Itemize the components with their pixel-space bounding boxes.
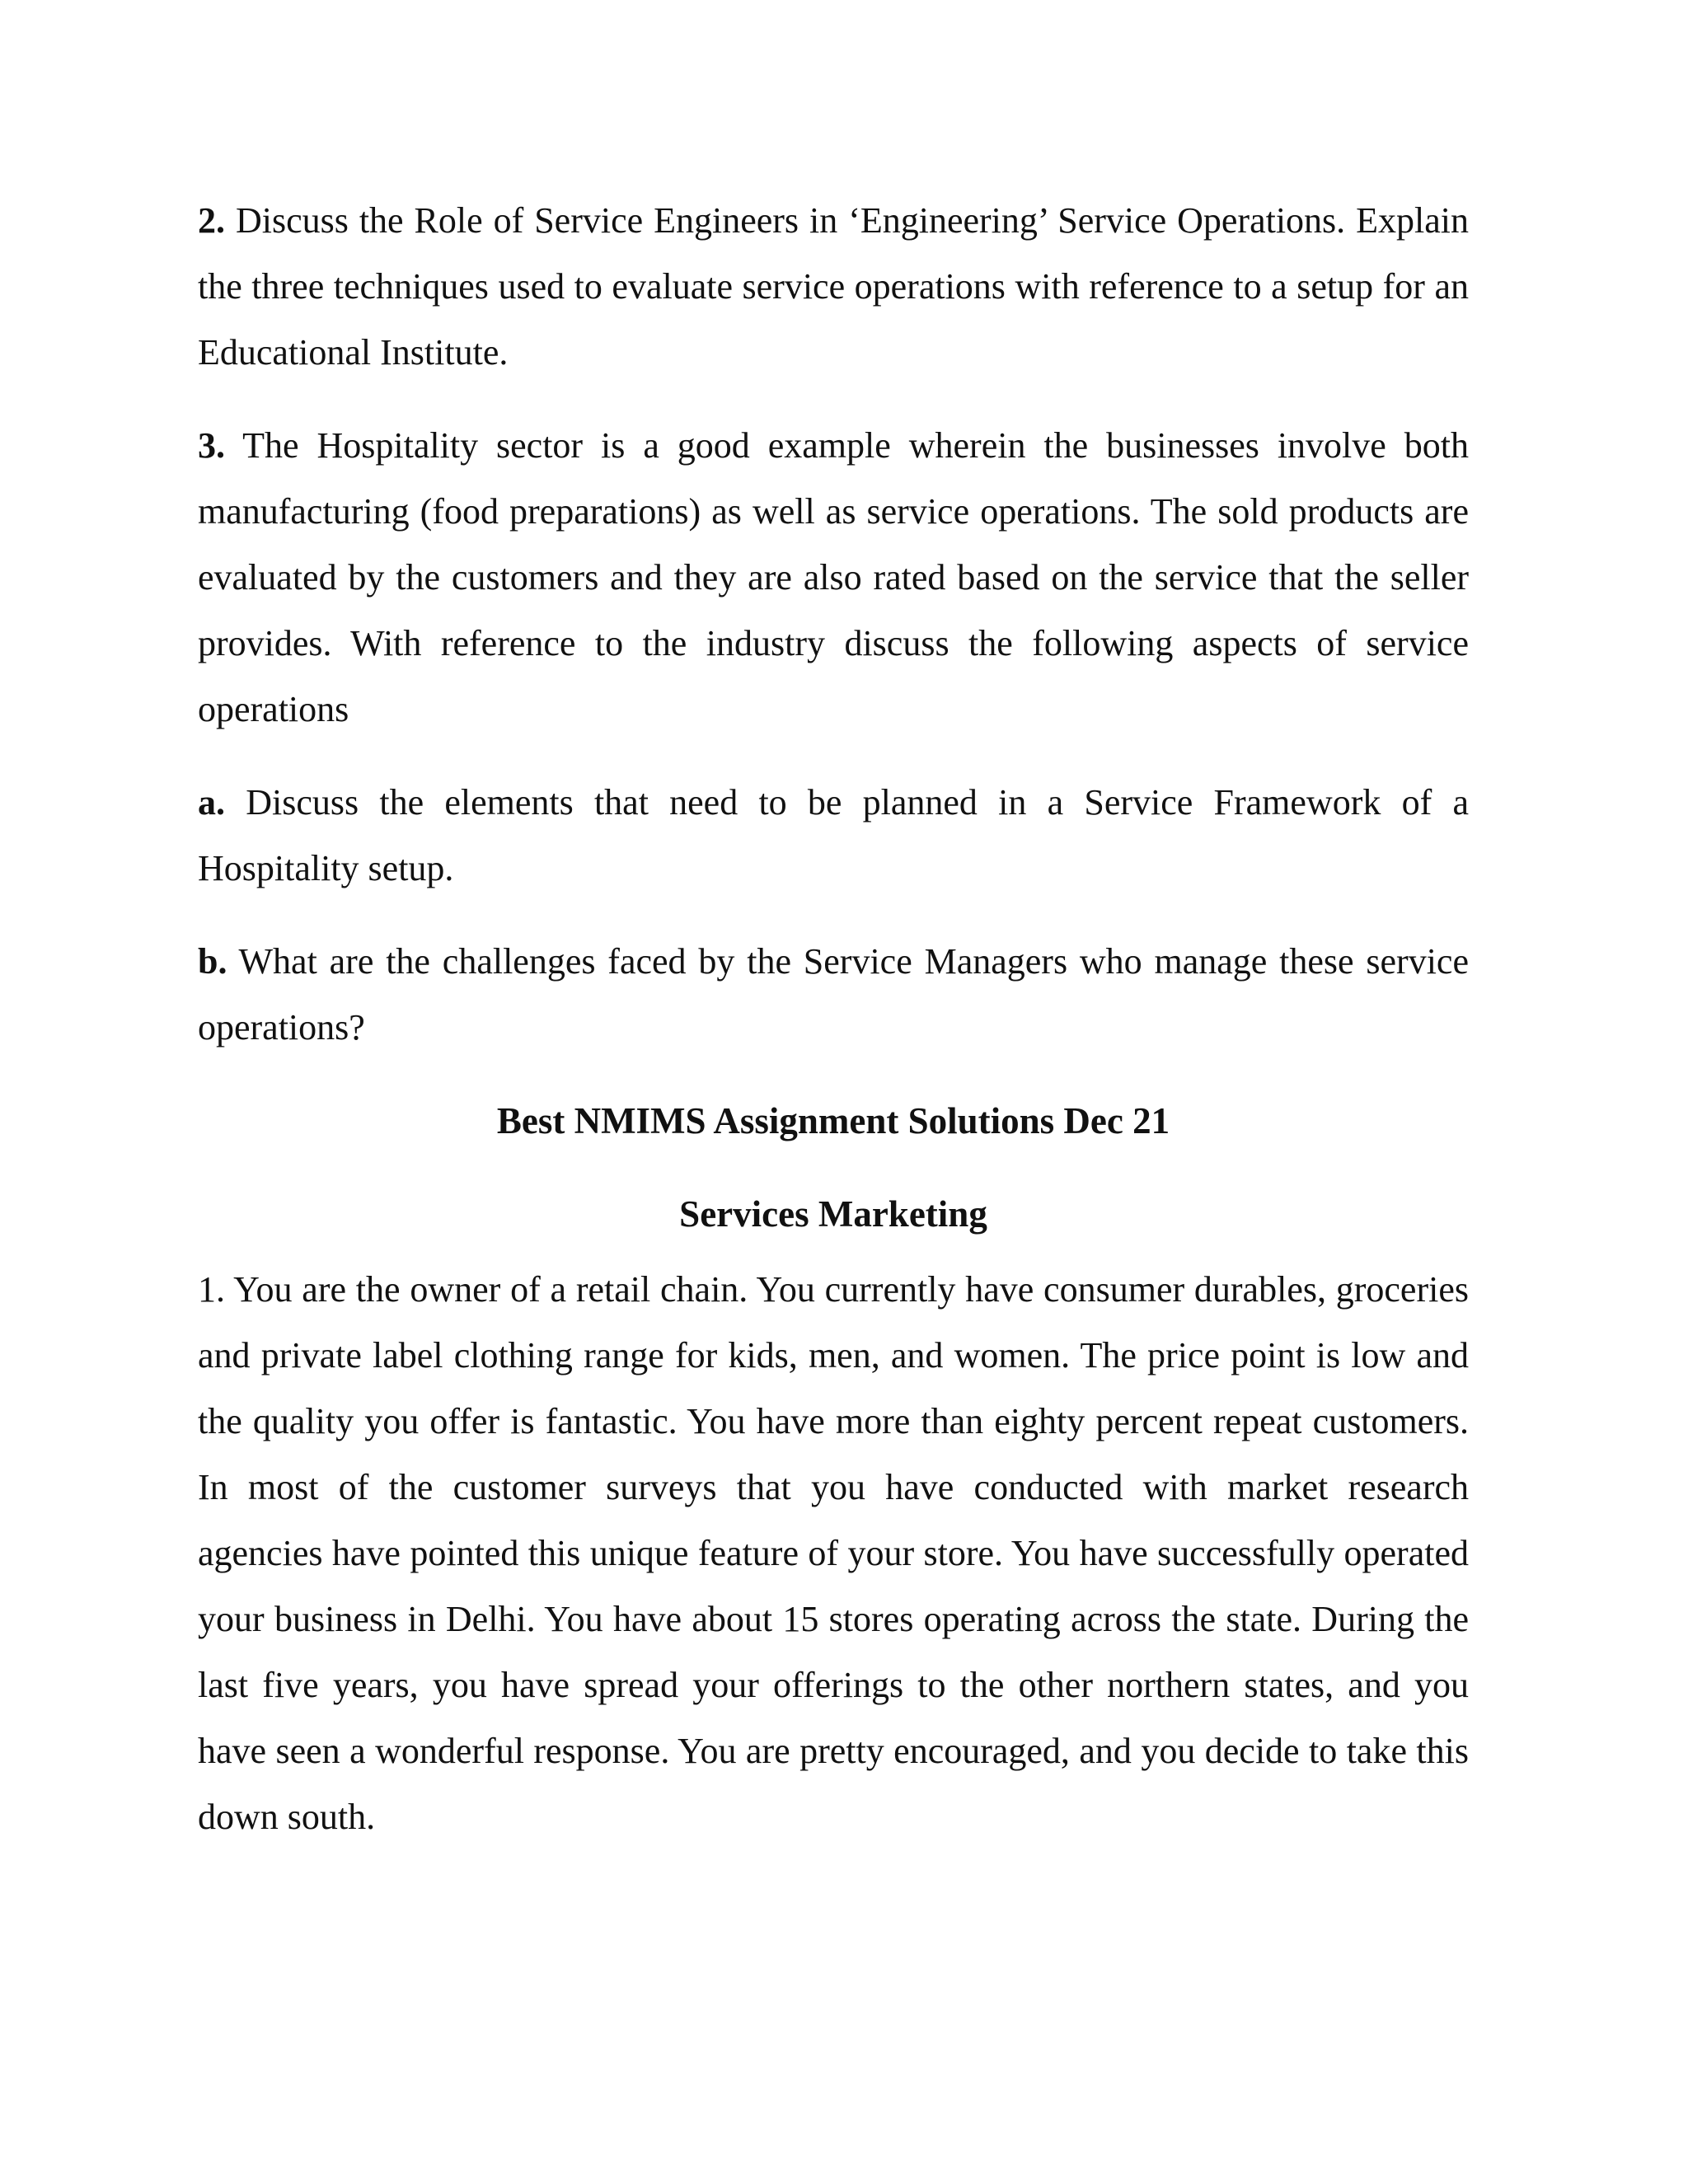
question-text: What are the challenges faced by the Service Managers who manage these service operations? — [198, 941, 1469, 1047]
document-content — [198, 188, 1469, 1877]
question-number: 2. — [198, 200, 225, 241]
sub-question-b — [198, 929, 1469, 1061]
question-1-services-marketing: 1. You are the owner of a retail chain. You currently have consumer durables, groceries and private label clothing range for kids, men, and women. The price point is low and the quality you offer is fantastic. You have more than eighty percent repeat customers. In most of the customer surveys that you have conducted with market research agencies have pointed this unique feature of your store. You have successfully operated your business in Delhi. You have about 15 stores operating across the state. During the last five years, you have spread your offerings to the other northern states, and you have seen a wonderful response. You are pretty encouraged, and you decide to take this down south. — [198, 1269, 1469, 1837]
subject-heading: Services Marketing — [679, 1193, 987, 1235]
question-number: b. — [198, 941, 227, 982]
question-3 — [198, 413, 1469, 743]
question-text: The Hospitality sector is a good example wherein the businesses involve both manufacturing (food preparations) as well as service operations. The sold products are evaluated by the customers and they are also rated based on the service that the seller provides. With reference to the industry discuss the following aspects of service operations — [198, 425, 1469, 729]
main-heading: Best NMIMS Assignment Solutions Dec 21 — [496, 1100, 1170, 1141]
question-text: Discuss the Role of Service Engineers in ‘Engineering’ Service Operations. Explain the three techniques used to evaluate service operations with reference to a setup for an Educational Institute. — [198, 200, 1469, 373]
question-number: a. — [198, 782, 225, 823]
question-number: 3. — [198, 425, 225, 466]
question-text: Discuss the elements that need to be planned in a Service Framework of a Hospitality setup. — [198, 782, 1469, 888]
sub-question-a — [198, 770, 1469, 902]
question-2 — [198, 188, 1469, 386]
